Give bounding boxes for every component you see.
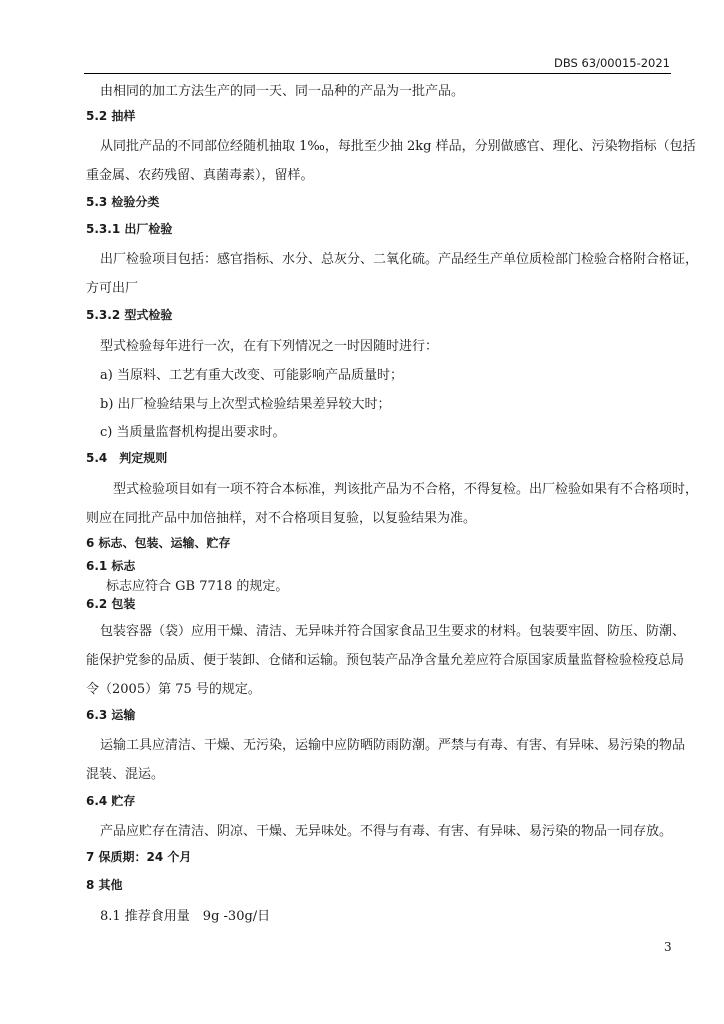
heading-6-1: 6.1 标志 xyxy=(86,559,136,573)
recommended-dosage-text: 8.1 推荐食用量 9g -30g/日 xyxy=(100,909,271,924)
judgment-rule-text-1: 型式检验项目如有一项不符合本标准，判该批产品为不合格，不得复检。出厂检验如果有不合格项时， xyxy=(113,482,699,497)
heading-8: 8 其他 xyxy=(86,878,123,892)
page-number: 3 xyxy=(664,940,672,954)
transport-text-2: 混装、混运。 xyxy=(86,767,165,782)
heading-6-2: 6.2 包装 xyxy=(86,597,136,611)
factory-inspection-text-1: 出厂检验项目包括：感官指标、水分、总灰分、二氧化硫。产品经生产单位质检部门检验合格附合格证， xyxy=(100,252,699,267)
sampling-text-1: 从同批产品的不同部位经随机抽取 1‰，每批至少抽 2kg 样品，分别做感官、理化、污染物指标（包括 xyxy=(100,139,696,154)
heading-5-4: 5.4 判定规则 xyxy=(86,451,168,465)
packaging-text-2: 能保护党参的品质、便于装卸、仓储和运输。预包装产品净含量允差应符合原国家质量监督检验检疫总局 xyxy=(86,653,685,668)
packaging-text-3: 令（2005）第 75 号的规定。 xyxy=(86,682,261,697)
packaging-text-1: 包装容器（袋）应用干燥、清洁、无异味并符合国家食品卫生要求的材料。包装要牢固、防压、防潮、 xyxy=(100,624,686,639)
batch-definition-text: 由相同的加工方法生产的同一天、同一品种的产品为一批产品。 xyxy=(100,84,465,99)
heading-5-3: 5.3 检验分类 xyxy=(86,195,160,209)
judgment-rule-text-2: 则应在同批产品中加倍抽样，对不合格项目复验，以复验结果为准。 xyxy=(86,511,477,526)
heading-6-4: 6.4 贮存 xyxy=(86,794,136,808)
type-inspection-item-a: a) 当原料、工艺有重大改变、可能影响产品质量时； xyxy=(100,368,403,383)
heading-5-2: 5.2 抽样 xyxy=(86,109,136,123)
sampling-text-2: 重金属、农药残留、真菌毒素），留样。 xyxy=(86,168,314,183)
type-inspection-item-c: c) 当质量监督机构提出要求时。 xyxy=(100,425,286,440)
heading-5-3-1: 5.3.1 出厂检验 xyxy=(86,222,173,236)
type-inspection-item-b: b) 出厂检验结果与上次型式检验结果差异较大时； xyxy=(100,397,391,412)
heading-7-shelf-life: 7 保质期：24 个月 xyxy=(86,850,192,864)
transport-text-1: 运输工具应清洁、干燥、无污染，运输中应防晒防雨防潮。严禁与有毒、有害、有异味、易污染的物品 xyxy=(100,738,686,753)
factory-inspection-text-2: 方可出厂 xyxy=(86,281,139,296)
label-text: 标志应符合 GB 7718 的规定。 xyxy=(106,579,289,594)
storage-text: 产品应贮存在清洁、阴凉、干燥、无异味处。不得与有毒、有害、有异味、易污染的物品一同存放。 xyxy=(100,824,673,839)
heading-5-3-2: 5.3.2 型式检验 xyxy=(86,308,173,322)
document-id: DBS 63/00015-2021 xyxy=(553,56,670,70)
type-inspection-text: 型式检验每年进行一次，在有下列情况之一时因随时进行： xyxy=(100,339,439,354)
header-rule xyxy=(84,73,671,74)
heading-6-3: 6.3 运输 xyxy=(86,708,136,722)
heading-6: 6 标志、包装、运输、贮存 xyxy=(86,536,231,550)
